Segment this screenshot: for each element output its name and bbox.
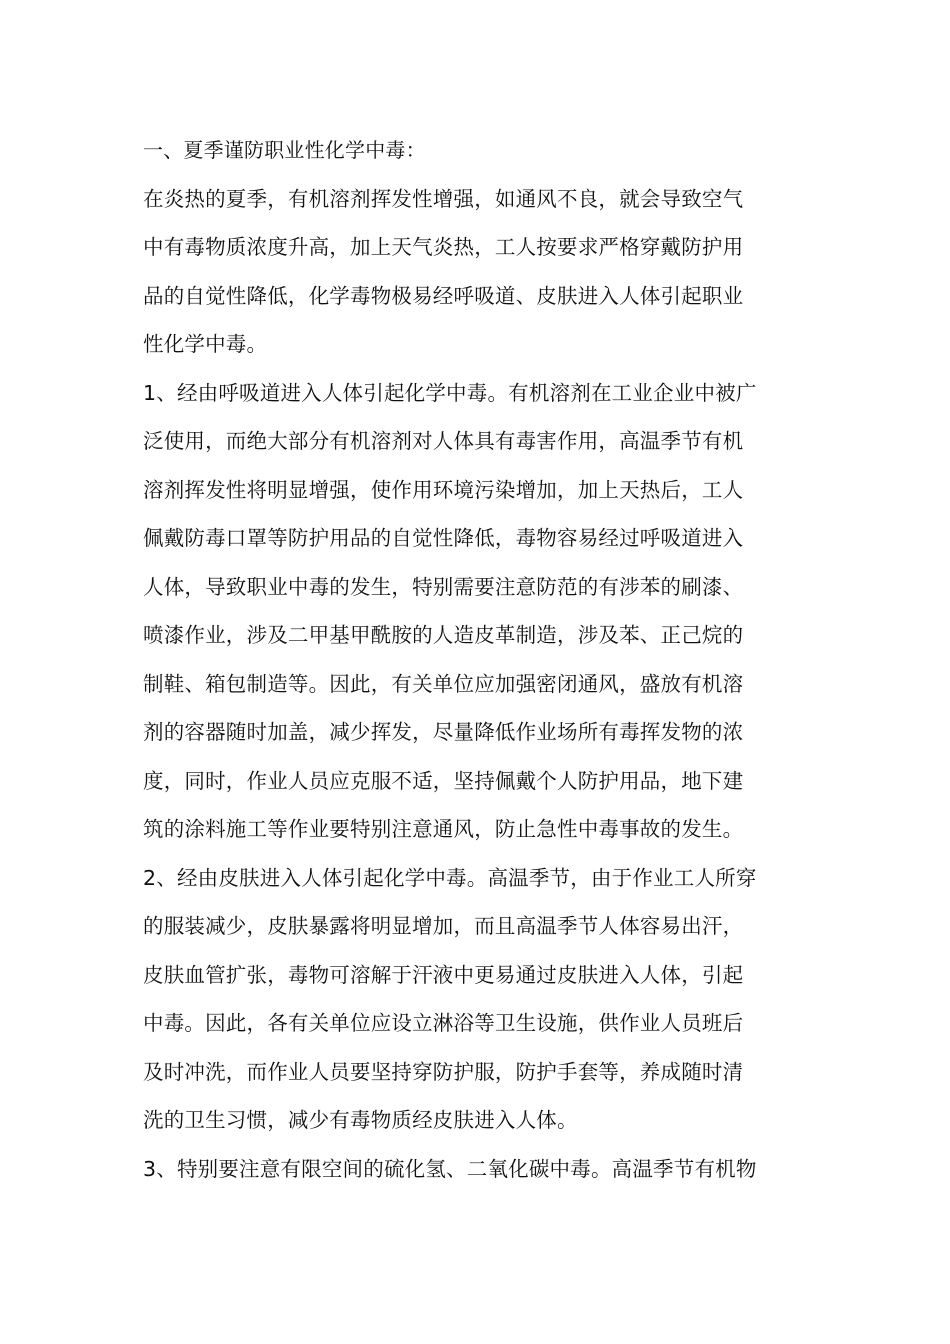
paragraph-line: 1、经由呼吸道进入人体引起化学中毒。有机溶剂在工业企业中被广 — [143, 380, 757, 405]
paragraph-line: 2、经由皮肤进入人体引起化学中毒。高温季节，由于作业工人所穿 — [143, 865, 757, 890]
paragraph-line: 制鞋、箱包制造等。因此，有关单位应加强密闭通风，盛放有机溶 — [143, 671, 744, 696]
paragraph-line: 溶剂挥发性将明显增强，使作用环境污染增加，加上天热后，工人 — [143, 477, 744, 502]
paragraph-line: 佩戴防毒口罩等防护用品的自觉性降低，毒物容易经过呼吸道进入 — [143, 526, 744, 550]
item-3-paragraph — [143, 1145, 808, 1194]
paragraph-line: 品的自觉性降低，化学毒物极易经呼吸道、皮肤进入人体引起职业 — [143, 283, 744, 308]
paragraph-line: 的服装减少，皮肤暴露将明显增加，而且高温季节人体容易出汗， — [143, 914, 744, 938]
paragraph-line: 3、特别要注意有限空间的硫化氢、二氧化碳中毒。高温季节有机物 — [143, 1156, 757, 1181]
paragraph-line: 人体，导致职业中毒的发生，特别需要注意防范的有涉苯的刷漆、 — [143, 574, 744, 599]
intro-paragraph — [143, 175, 808, 369]
section-heading: 一、夏季谨防职业性化学中毒： — [143, 138, 426, 162]
item-2-paragraph — [143, 854, 808, 1145]
paragraph-line: 喷漆作业，涉及二甲基甲酰胺的人造皮革制造，涉及苯、正己烷的 — [143, 623, 744, 647]
paragraph-line: 剂的容器随时加盖，减少挥发，尽量降低作业场所有毒挥发物的浓 — [143, 720, 744, 744]
paragraph-line: 中有毒物质浓度升高，加上天气炎热，工人按要求严格穿戴防护用 — [143, 235, 744, 259]
paragraph-line: 泛使用，而绝大部分有机溶剂对人体具有毒害作用，高温季节有机 — [143, 429, 744, 453]
paragraph-line: 在炎热的夏季，有机溶剂挥发性增强，如通风不良，就会导致空气 — [143, 186, 744, 211]
paragraph-line: 皮肤血管扩张，毒物可溶解于汗液中更易通过皮肤进入人体，引起 — [143, 962, 744, 987]
paragraph-line: 洗的卫生习惯，减少有毒物质经皮肤进入人体。 — [143, 1108, 578, 1132]
paragraph-line: 中毒。因此，各有关单位应设立淋浴等卫生设施，供作业人员班后 — [143, 1011, 744, 1035]
item-1-paragraph — [143, 369, 808, 854]
paragraph-line: 度，同时，作业人员应克服不适，坚持佩戴个人防护用品，地下建 — [143, 768, 744, 793]
document-body — [143, 126, 808, 1193]
paragraph-line: 筑的涂料施工等作业要特别注意通风，防止急性中毒事故的发生。 — [143, 817, 744, 841]
paragraph-line: 及时冲洗，而作业人员要坚持穿防护服，防护手套等，养成随时清 — [143, 1059, 744, 1084]
paragraph-line: 性化学中毒。 — [143, 332, 268, 356]
